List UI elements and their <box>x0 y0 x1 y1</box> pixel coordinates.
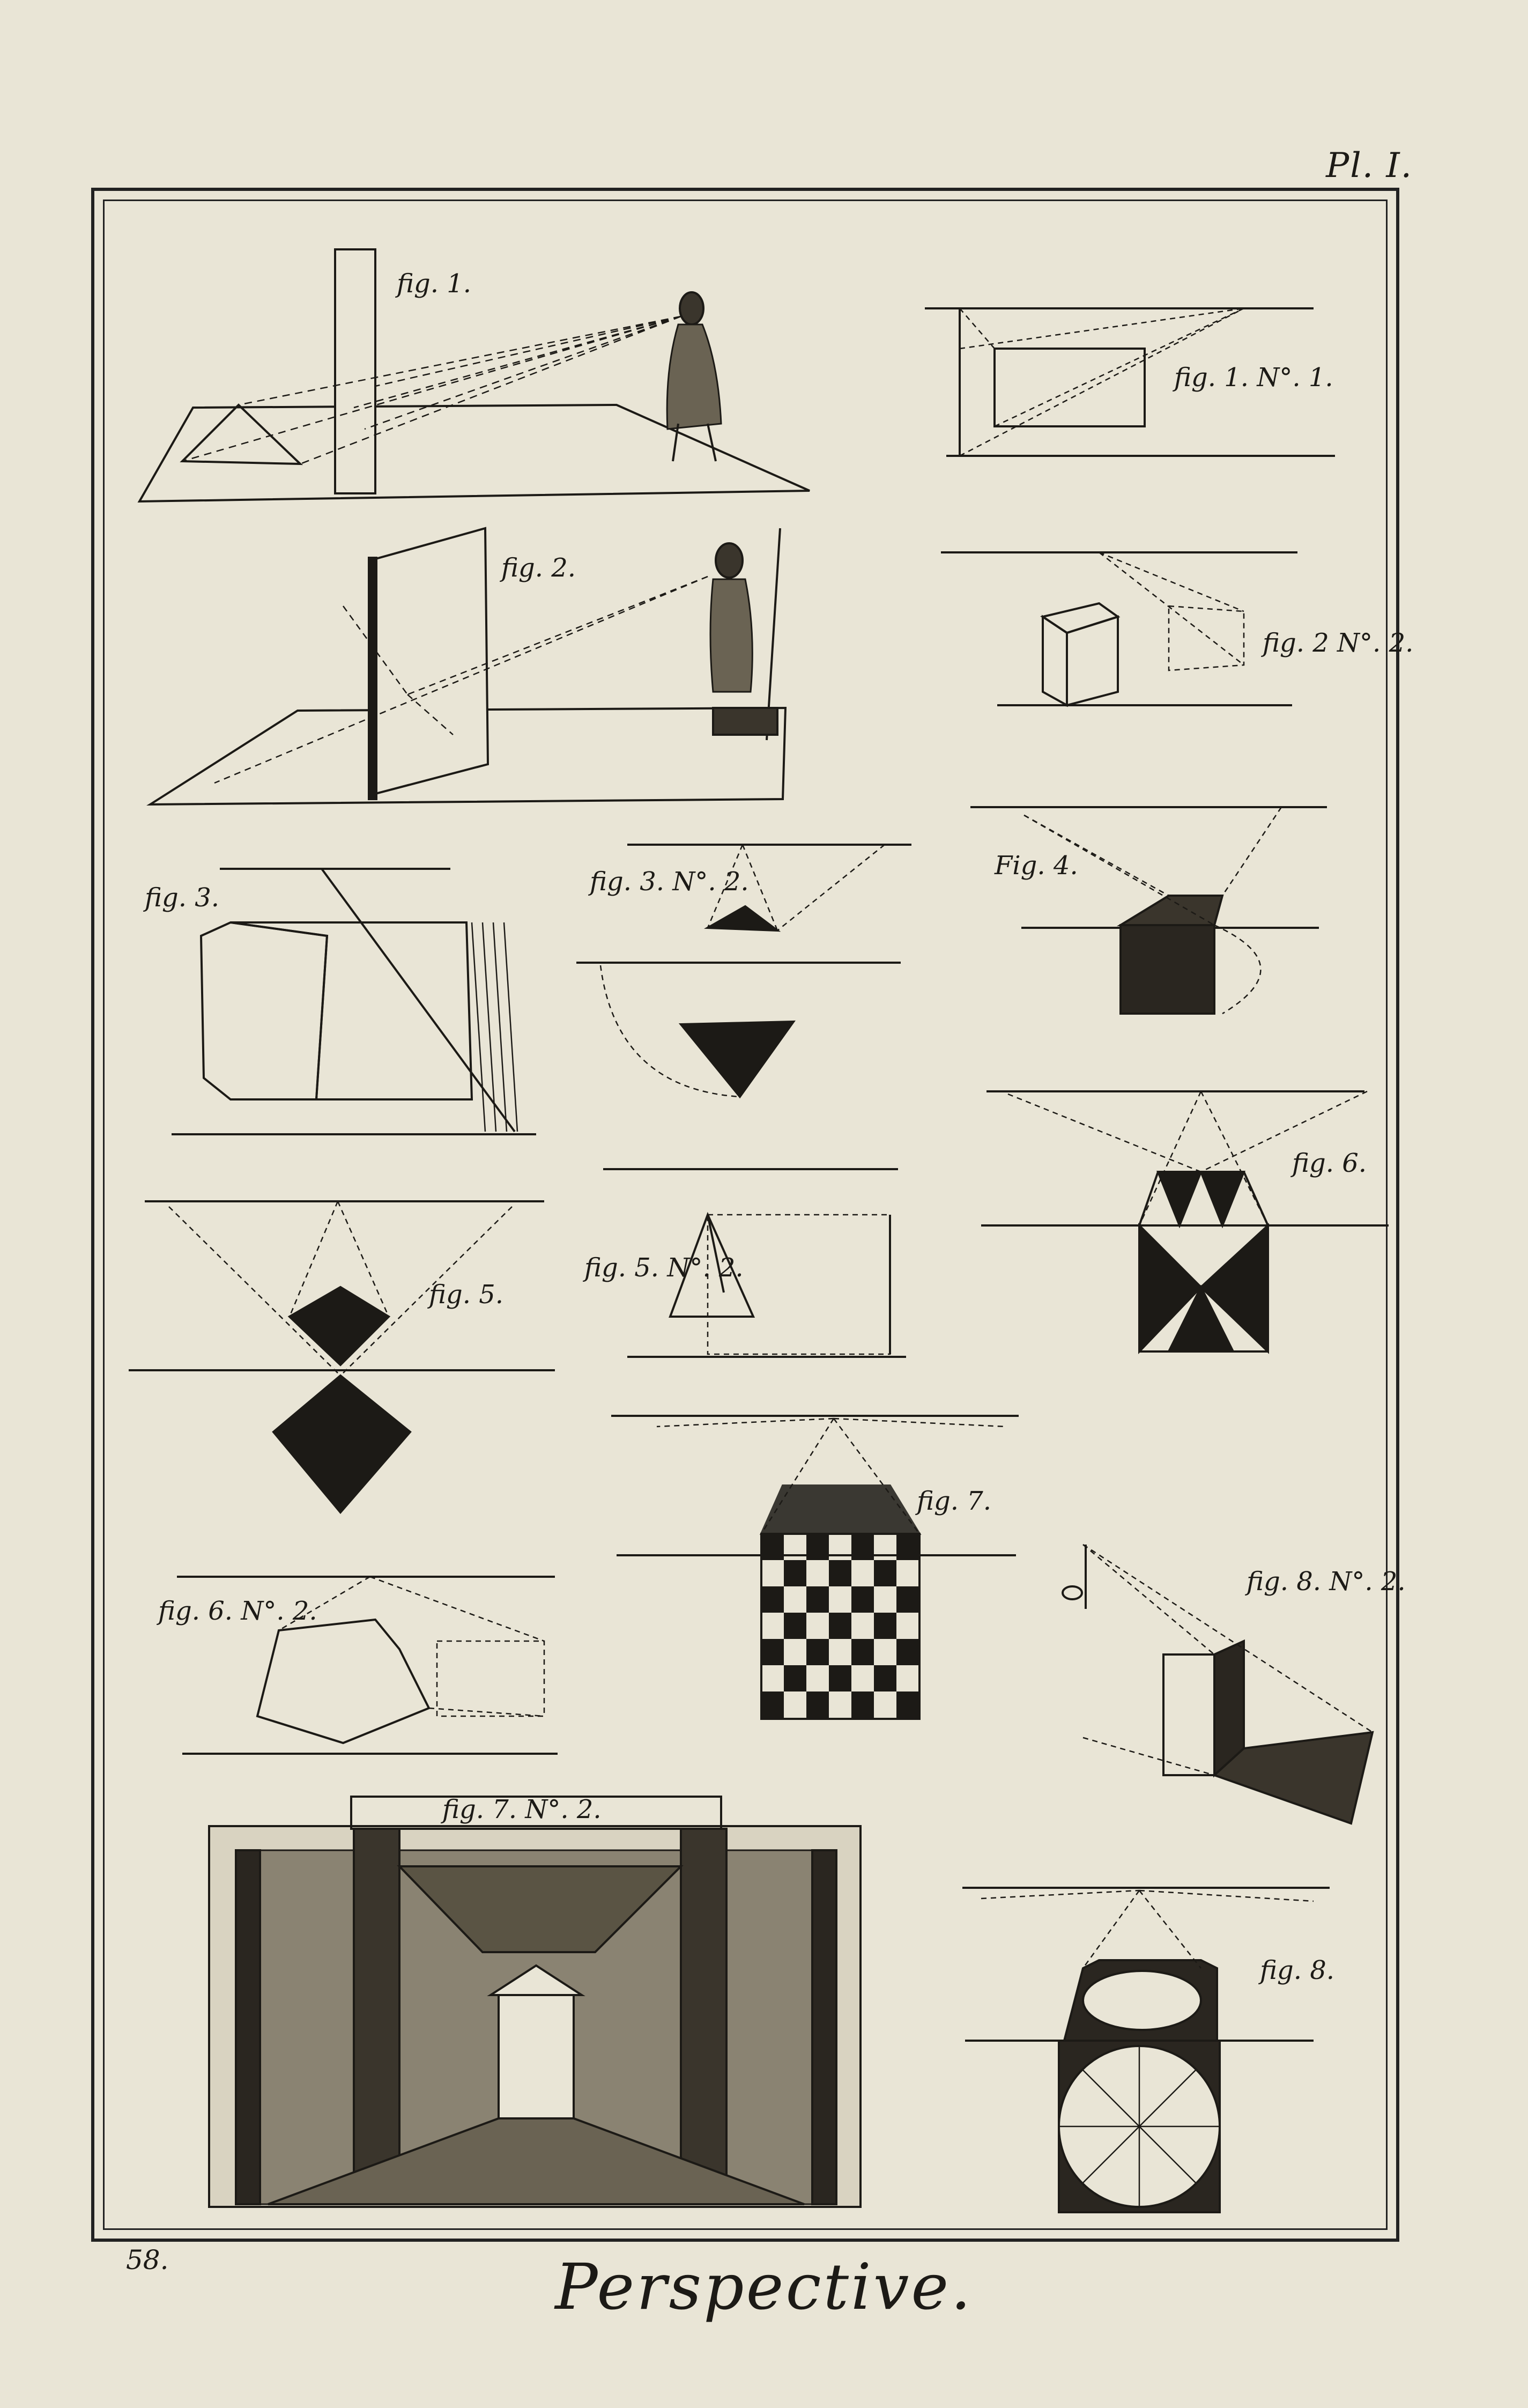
label-fig3: fig. 3. <box>145 883 220 913</box>
figure-2-n2 <box>941 552 1297 705</box>
figure-7-n2 <box>209 1797 861 2207</box>
label-fig1-n1: fig. 1. N°. 1. <box>1174 363 1333 393</box>
page-number: 58. <box>126 2244 169 2276</box>
figure-5 <box>129 1201 555 1512</box>
plate-title: Perspective. <box>555 2250 973 2324</box>
label-fig2-n2: fig. 2 N°. 2. <box>1263 628 1414 658</box>
figure-7 <box>611 1416 1019 1719</box>
label-fig6-n2: fig. 6. N°. 2. <box>158 1596 317 1626</box>
label-fig3-n2: fig. 3. N°. 2. <box>590 867 749 897</box>
figure-8 <box>962 1888 1330 2212</box>
figure-4 <box>970 807 1327 1014</box>
label-fig8-n2: fig. 8. N°. 2. <box>1247 1567 1406 1597</box>
label-fig2: fig. 2. <box>501 553 576 583</box>
label-fig8: fig. 8. <box>1260 1955 1335 1985</box>
label-fig1: fig. 1. <box>397 269 472 299</box>
figure-6 <box>981 1091 1389 1351</box>
label-fig7-n2: fig. 7. N°. 2. <box>442 1794 602 1825</box>
figure-1 <box>139 249 810 501</box>
label-fig6: fig. 6. <box>1292 1148 1367 1178</box>
label-fig5-n2: fig. 5. N°. 2. <box>584 1253 744 1283</box>
plate-number: Pl. I. <box>1326 146 1413 186</box>
figure-2 <box>150 528 785 804</box>
label-fig4: Fig. 4. <box>995 851 1078 881</box>
label-fig5: fig. 5. <box>429 1280 504 1310</box>
figure-3 <box>172 869 536 1134</box>
label-fig7: fig. 7. <box>917 1486 992 1516</box>
